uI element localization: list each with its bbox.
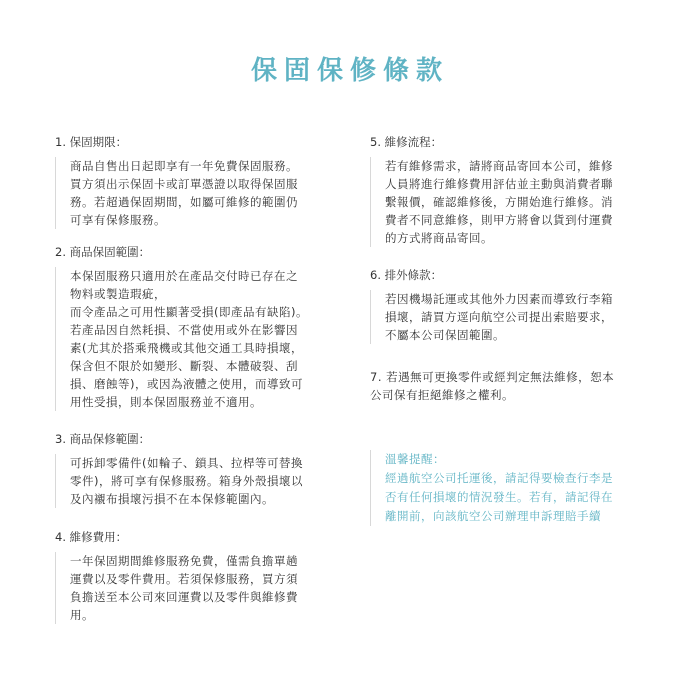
section-heading: 2. 商品保固範圍： bbox=[55, 245, 151, 259]
section-warranty-scope bbox=[55, 243, 350, 411]
section-line: 素(尤其於搭乘飛機或其他交通工具時損壞， bbox=[70, 341, 303, 355]
section-line: 不屬本公司保固範圍。 bbox=[385, 328, 505, 342]
section-line: 若因機場託運或其他外力因素而導致行李箱 bbox=[385, 292, 613, 306]
section-line: 繫報價，確認維修後，方開始進行維修。消 bbox=[385, 195, 613, 209]
section-refusal-right bbox=[370, 368, 660, 404]
section-line: 若產品因自然耗損、不當使用或外在影響因 bbox=[70, 323, 298, 337]
section-line: 7. 若遇無可更換零件或經判定無法維修，恕本 bbox=[370, 370, 615, 384]
section-line: 負擔送至本公司來回運費以及零件與維修費 bbox=[70, 590, 298, 604]
section-body bbox=[55, 157, 350, 229]
section-repair-fees bbox=[55, 528, 350, 624]
section-line: 費者不同意維修，則甲方將會以貨到付運費 bbox=[385, 213, 613, 227]
reminder-line: 經過航空公司托運後，請記得要檢查行李是 bbox=[385, 471, 613, 485]
section-repair-scope bbox=[55, 430, 350, 508]
section-line: 務。若超過保固期間，如屬可維修的範圍仍 bbox=[70, 195, 298, 209]
section-heading: 4. 維修費用： bbox=[55, 530, 128, 544]
section-line: 的方式將商品寄回。 bbox=[385, 231, 493, 245]
section-line: 一年保固期間維修服務免費，僅需負擔單趟 bbox=[70, 554, 298, 568]
section-line: 人員將進行維修費用評估並主動與消費者聯 bbox=[385, 177, 613, 191]
section-repair-process bbox=[370, 133, 660, 247]
section-heading: 5. 維修流程： bbox=[370, 135, 443, 149]
section-line: 可拆卸零備件(如輪子、鎖具、拉桿等可替換 bbox=[70, 456, 303, 470]
section-line: 損壞，請買方逕向航空公司提出索賠要求， bbox=[385, 310, 613, 324]
page-title: 保固保修條款 bbox=[250, 56, 449, 86]
section-line: 用。 bbox=[70, 608, 94, 622]
section-line: 及內襯布損壞污損不在本保修範圍內。 bbox=[70, 492, 274, 506]
section-body bbox=[55, 552, 350, 624]
section-line: 公司保有拒絕維修之權利。 bbox=[370, 388, 514, 402]
section-body bbox=[55, 454, 350, 508]
section-line: 零件)，將可享有保修服務。箱身外殼損壞以 bbox=[70, 474, 303, 488]
section-line: 本保固服務只適用於在產品交付時已存在之 bbox=[70, 269, 298, 283]
section-line: 買方須出示保固卡或訂單憑證以取得保固服 bbox=[70, 177, 298, 191]
section-line: 運費以及零件費用。若須保修服務，買方須 bbox=[70, 572, 298, 586]
section-line: 而令產品之可用性顯著受損(即產品有缺陷)。 bbox=[70, 305, 308, 319]
section-warranty-period bbox=[55, 133, 350, 229]
section-body bbox=[370, 157, 660, 247]
reminder-box bbox=[370, 450, 675, 526]
section-line: 若有維修需求，請將商品寄回本公司，維修 bbox=[385, 159, 613, 173]
section-line: 物料或製造瑕疵， bbox=[70, 287, 166, 301]
reminder-heading: 溫馨提醒： bbox=[385, 452, 445, 466]
section-body bbox=[370, 290, 660, 344]
reminder-line: 否有任何損壞的情況發生。若有，請記得在 bbox=[385, 490, 613, 504]
section-line: 用性受損，則本保固服務並不適用。 bbox=[70, 395, 262, 409]
section-line: 可享有保修服務。 bbox=[70, 213, 166, 227]
section-line: 商品自售出日起即享有一年免費保固服務。 bbox=[70, 159, 298, 173]
section-heading: 3. 商品保修範圍： bbox=[55, 432, 151, 446]
section-heading: 1. 保固期限： bbox=[55, 135, 128, 149]
section-body bbox=[55, 267, 350, 411]
reminder-line: 離開前，向該航空公司辦理申訴理賠手續 bbox=[385, 509, 601, 523]
section-heading: 6. 排外條款： bbox=[370, 268, 443, 282]
section-exclusions bbox=[370, 266, 660, 344]
section-line: 損、磨蝕等)，或因為液體之使用，而導致可 bbox=[70, 377, 303, 391]
section-line: 保含但不限於如變形、斷裂、本體破裂、刮 bbox=[70, 359, 298, 373]
